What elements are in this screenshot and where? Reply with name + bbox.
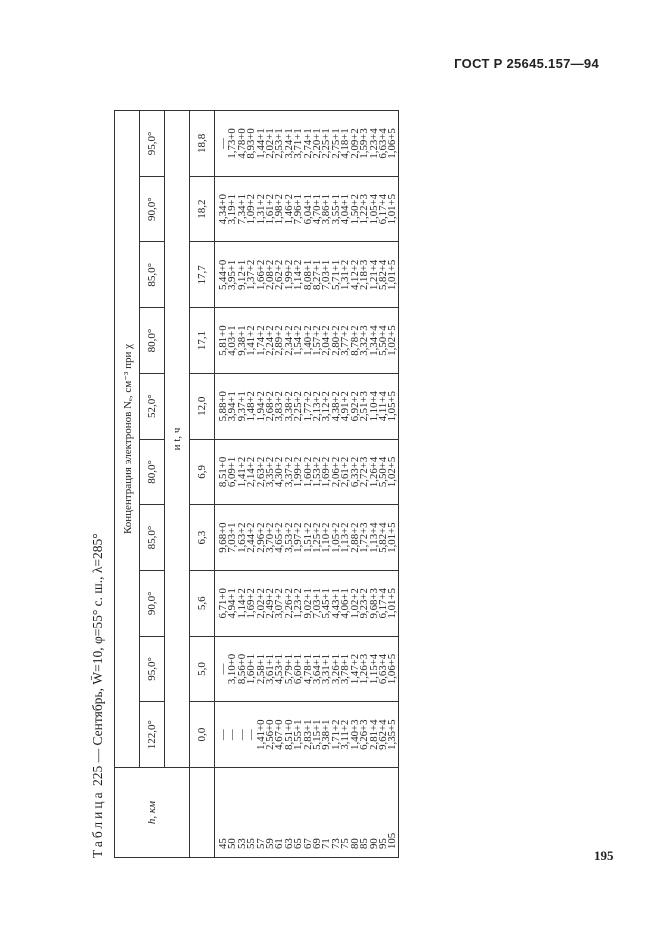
table-cell: 2,06+2 — [329, 456, 342, 488]
value-column — [215, 636, 399, 702]
table-cell: 8,93+0 — [245, 128, 258, 159]
table-cell: 9,23+2 — [358, 588, 371, 619]
table-cell: 2,80+2 — [329, 325, 342, 356]
value-column — [215, 702, 399, 768]
caption-text: 225 — Сентябрь, W̄=10, φ=55° с. ш., λ=285° — [90, 533, 105, 790]
table-cell: 3,12+2 — [320, 391, 333, 422]
table-cell: 9,68+3 — [367, 588, 380, 619]
table-cell: 8,78+2 — [348, 325, 361, 356]
table-cell: — — [226, 729, 239, 741]
table-cell: 9,38+1 — [320, 719, 333, 750]
table-cell: 6,60+1 — [292, 653, 305, 685]
table-cell: 2,08+2 — [264, 259, 277, 291]
table-cell: 1,77+2 — [301, 391, 314, 422]
table-cell: 4,30+2 — [273, 456, 286, 488]
time-cell: 5,6 — [190, 570, 215, 636]
table-cell: — — [217, 729, 229, 741]
table-body-row — [215, 111, 399, 858]
height-value: 45 — [217, 838, 229, 849]
table-cell: 1,23+4 — [367, 128, 380, 159]
table-cell: 1,05+5 — [386, 391, 399, 422]
table-cell: 8,51+0 — [217, 456, 229, 488]
table-cell: 4,12+2 — [348, 259, 361, 291]
table-cell: 4,43+1 — [329, 588, 342, 619]
table-cell: 1,13+4 — [367, 522, 380, 553]
time-cell: 12,0 — [190, 373, 215, 439]
height-value: 69 — [311, 838, 324, 849]
table-cell: 1,15+4 — [367, 653, 380, 685]
chi-cell: 80,0° — [140, 439, 165, 505]
chi-cell: 52,0° — [140, 373, 165, 439]
table-cell: 3,53+2 — [282, 522, 295, 553]
rotated-table-block — [90, 98, 620, 858]
table-cell: 6,04+1 — [301, 193, 314, 225]
chi-cell: 122,0° — [140, 702, 165, 768]
table-cell: 1,10+4 — [367, 391, 380, 422]
table-cell: 3,37+2 — [282, 456, 295, 488]
table-cell: 5,82+4 — [376, 259, 389, 291]
table-cell: 2,34+2 — [282, 325, 295, 356]
table-cell: 1,01+5 — [386, 259, 399, 291]
table-cell: 4,18+1 — [339, 128, 352, 159]
height-value: 105 — [386, 832, 399, 849]
table-cell: 3,24+1 — [282, 128, 295, 159]
table-cell: 1,73+0 — [226, 128, 239, 159]
table-cell: 3,38+2 — [282, 391, 295, 422]
table-cell: 1,47+2 — [348, 653, 361, 685]
table-cell: 8,51+0 — [282, 719, 295, 750]
table-cell: 3,64+1 — [311, 653, 324, 685]
time-cell: 5,0 — [190, 636, 215, 702]
table-cell: 1,66+2 — [254, 259, 267, 291]
table-cell: 1,01+5 — [386, 522, 399, 553]
table-cell: 5,50+4 — [376, 456, 389, 488]
height-value: 65 — [292, 838, 305, 849]
table-cell: 5,82+4 — [376, 522, 389, 553]
table-cell: 4,38+2 — [329, 391, 342, 422]
table-cell: 3,10+0 — [226, 653, 239, 685]
table-cell: 1,26+4 — [367, 456, 380, 488]
table-cell: 4,65+2 — [273, 522, 286, 553]
table-cell: 2,62+2 — [273, 259, 286, 291]
table-cell: 3,78+1 — [339, 653, 352, 685]
table-cell: 4,11+4 — [376, 391, 389, 422]
table-cell: 1,60+2 — [301, 456, 314, 488]
caption-word: Таблица — [90, 789, 105, 858]
table-cell: 3,55+1 — [329, 193, 342, 225]
table-cell: 1,31+2 — [339, 259, 352, 291]
table-cell: 1,63+2 — [235, 522, 248, 553]
table-cell: 8,27+1 — [311, 259, 324, 291]
table-cell: 4,78+0 — [235, 128, 248, 159]
table-cell: 3,61+1 — [264, 653, 277, 685]
time-cell: 18,8 — [190, 111, 215, 177]
table-cell: — — [245, 729, 258, 741]
table-cell: 3,94+1 — [226, 391, 239, 422]
blank-cell — [190, 768, 215, 858]
table-cell: — — [217, 663, 229, 675]
height-value: 67 — [301, 838, 314, 849]
table-cell: 4,78+1 — [301, 653, 314, 685]
page-number: 195 — [594, 848, 614, 863]
table-cell: 1,40+2 — [301, 325, 314, 356]
table-cell: 1,41+0 — [254, 719, 267, 750]
table-cell: 1,46+2 — [282, 193, 295, 225]
table-cell: 1,50+2 — [348, 193, 361, 225]
table-cell: 1,23+2 — [292, 588, 305, 619]
table-cell: 5,15+1 — [311, 719, 324, 750]
table-cell: 2,74+1 — [301, 128, 314, 159]
electron-concentration-table — [114, 110, 399, 858]
concentration-header: Концентрация электронов Nₑ, см⁻³ при χ — [115, 111, 140, 768]
table-cell: 1,57+2 — [311, 325, 324, 356]
table-cell: 9,37+1 — [235, 391, 248, 422]
height-value: 71 — [320, 838, 333, 849]
height-value: 61 — [273, 838, 286, 849]
height-value: 85 — [358, 838, 371, 849]
table-cell: 1,06+5 — [386, 653, 399, 685]
table-cell: 1,54+2 — [292, 325, 305, 356]
table-cell: 3,11+2 — [339, 719, 352, 750]
table-cell: 4,04+1 — [339, 193, 352, 225]
table-cell: 1,69+2 — [245, 588, 258, 619]
table-cell: 2,81+4 — [367, 719, 380, 750]
table-cell: — — [235, 729, 248, 741]
chi-cell: 90,0° — [140, 570, 165, 636]
time-row — [190, 111, 215, 858]
table-cell: 5,71+1 — [329, 259, 342, 291]
table-cell: 3,26+1 — [329, 653, 342, 685]
table-cell: 1,26+3 — [358, 653, 371, 685]
table-cell: 1,21+4 — [367, 259, 380, 291]
table-cell: 3,31+1 — [320, 653, 333, 685]
height-value: 95 — [376, 838, 389, 849]
height-value: 90 — [367, 838, 380, 849]
table-cell: 7,03+1 — [320, 259, 333, 291]
time-cell: 6,9 — [190, 439, 215, 505]
table-cell: 1,97+2 — [292, 522, 305, 553]
chi-cell: 85,0° — [140, 505, 165, 571]
value-column — [215, 176, 399, 242]
table-cell: 4,67+0 — [273, 719, 286, 750]
time-cell: 17,1 — [190, 308, 215, 374]
height-value: 75 — [339, 838, 352, 849]
table-cell: 1,13+2 — [339, 522, 352, 553]
table-cell: 1,06+5 — [386, 128, 399, 159]
table-cell: 5,45+1 — [320, 588, 333, 619]
table-cell: 6,26+3 — [358, 719, 371, 750]
table-cell: 2,58+1 — [254, 653, 267, 685]
table-cell: 1,99+2 — [282, 259, 295, 291]
value-column — [215, 308, 399, 374]
table-cell: 1,71+2 — [329, 719, 342, 750]
table-cell: 1,34+4 — [367, 325, 380, 356]
height-value: 50 — [226, 838, 239, 849]
table-cell: 3,70+2 — [264, 522, 277, 553]
table-cell: 2,51+3 — [358, 391, 371, 422]
table-cell: 4,53+1 — [273, 653, 286, 685]
table-cell: 1,02+2 — [348, 588, 361, 619]
table-cell: 2,72+3 — [358, 456, 371, 488]
table-cell: 2,56+0 — [264, 719, 277, 750]
table-cell: 5,44+0 — [217, 259, 229, 291]
height-value: 73 — [329, 838, 342, 849]
time-cell: 17,7 — [190, 242, 215, 308]
table-cell: 2,02+2 — [254, 588, 267, 619]
table-cell: 7,03+1 — [226, 522, 239, 553]
table-cell: 1,10+2 — [320, 522, 333, 553]
height-value: 55 — [245, 838, 258, 849]
table-cell: 2,88+2 — [348, 522, 361, 553]
table-cell: 2,49+2 — [264, 588, 277, 619]
table-cell: 1,35+5 — [386, 719, 399, 750]
table-cell: 2,14+2 — [245, 456, 258, 488]
time-cell: 6,3 — [190, 505, 215, 571]
table-cell: 2,18+3 — [358, 259, 371, 291]
table-cell: 1,01+5 — [386, 588, 399, 619]
table-cell: 6,63+4 — [376, 128, 389, 159]
table-cell: 6,17+4 — [376, 588, 389, 619]
chi-cell: 95,0° — [140, 111, 165, 177]
table-cell: 5,88+0 — [217, 391, 229, 422]
table-cell: 2,13+2 — [311, 391, 324, 422]
height-value: 57 — [254, 838, 267, 849]
table-cell: 1,44+1 — [254, 128, 267, 159]
chi-cell: 95,0° — [140, 636, 165, 702]
table-cell: 6,17+4 — [376, 193, 389, 225]
table-cell: 2,89+2 — [273, 325, 286, 356]
value-column — [215, 505, 399, 571]
table-cell: 1,31+2 — [254, 193, 267, 225]
table-cell: 5,50+4 — [376, 325, 389, 356]
height-value: 53 — [235, 838, 248, 849]
table-cell: 2,26+2 — [282, 588, 295, 619]
table-cell: 1,98+2 — [273, 193, 286, 225]
value-column — [215, 111, 399, 177]
table-cell: 1,48+2 — [245, 391, 258, 422]
time-cell: 18,2 — [190, 176, 215, 242]
table-cell: 2,75+1 — [329, 128, 342, 159]
time-cell: 0,0 — [190, 702, 215, 768]
table-cell: 7,34+1 — [235, 193, 248, 225]
time-header: и t, ч — [165, 111, 190, 768]
table-cell: 2,25+2 — [292, 391, 305, 422]
height-value: 59 — [264, 838, 277, 849]
table-cell: 3,19+1 — [226, 193, 239, 225]
table-cell: 4,34+0 — [217, 193, 229, 225]
chi-cell: 90,0° — [140, 176, 165, 242]
table-cell: 6,92+2 — [348, 391, 361, 422]
table-cell: 2,09+2 — [348, 128, 361, 159]
table-cell: 2,96+2 — [254, 522, 267, 553]
table-cell: 1,69+2 — [320, 456, 333, 488]
table-cell: 9,02+1 — [301, 588, 314, 619]
table-cell: 1,01+5 — [386, 193, 399, 225]
table-cell: 1,41+2 — [245, 325, 258, 356]
table-cell: 5,81+0 — [217, 325, 229, 356]
table-cell: 1,14+2 — [235, 588, 248, 619]
value-column — [215, 242, 399, 308]
table-cell: 6,33+2 — [348, 456, 361, 488]
table-cell: — — [217, 138, 229, 149]
table-cell: 1,37+2 — [245, 259, 258, 291]
chi-row — [140, 111, 165, 858]
value-column — [215, 439, 399, 505]
table-cell: 4,91+2 — [339, 391, 352, 422]
table-cell: 9,38+1 — [235, 325, 248, 356]
chi-cell: 80,0° — [140, 308, 165, 374]
table-cell: 2,02+1 — [264, 128, 277, 159]
table-cell: 6,09+1 — [226, 456, 239, 488]
table-cell: 3,83+2 — [273, 391, 286, 422]
table-cell: 2,83+1 — [301, 719, 314, 750]
table-cell: 3,35+2 — [264, 456, 277, 488]
table-cell: 1,02+5 — [386, 325, 399, 356]
table-cell: 1,55+1 — [292, 719, 305, 750]
table-cell: 3,95+1 — [226, 259, 239, 291]
table-cell: 2,04+2 — [320, 325, 333, 356]
height-value: 63 — [282, 838, 295, 849]
table-cell: 1,02+5 — [386, 456, 399, 488]
table-cell: 8,56+0 — [235, 653, 248, 685]
h-header: h, км — [115, 768, 190, 858]
table-cell: 8,08+1 — [301, 259, 314, 291]
table-cell: 2,53+1 — [273, 128, 286, 159]
table-cell: 4,94+1 — [226, 588, 239, 619]
table-cell: 1,99+2 — [292, 456, 305, 488]
table-cell: 3,07+2 — [273, 588, 286, 619]
table-cell: 5,79+1 — [282, 653, 295, 685]
table-cell: 7,03+1 — [311, 588, 324, 619]
table-cell: 1,40+3 — [348, 719, 361, 750]
table-cell: 1,05+2 — [329, 522, 342, 553]
table-cell: 9,68+0 — [217, 522, 229, 553]
table-cell: 1,60+1 — [245, 653, 258, 685]
table-cell: 1,53+2 — [311, 456, 324, 488]
table-cell: 7,96+1 — [292, 193, 305, 225]
table-cell: 2,68+2 — [264, 391, 277, 422]
table-cell: 9,12+1 — [235, 259, 248, 291]
table-cell: 3,86+1 — [320, 193, 333, 225]
table-cell: 1,09+2 — [245, 193, 258, 225]
table-cell: 2,61+2 — [339, 456, 352, 488]
table-cell: 2,24+2 — [264, 325, 277, 356]
table-cell: 1,74+2 — [254, 325, 267, 356]
table-cell: 1,41+2 — [235, 456, 248, 488]
table-cell: 1,05+4 — [367, 193, 380, 225]
height-column — [215, 768, 399, 858]
table-cell: 2,44+2 — [245, 522, 258, 553]
table-cell: 9,62+4 — [376, 719, 389, 750]
value-column — [215, 570, 399, 636]
table-cell: 1,25+2 — [311, 522, 324, 553]
table-cell: 1,59+3 — [358, 128, 371, 159]
table-cell: 4,06+1 — [339, 588, 352, 619]
table-cell: 2,20+1 — [311, 128, 324, 159]
table-cell: 4,70+1 — [311, 193, 324, 225]
height-value: 80 — [348, 838, 361, 849]
table-caption — [90, 533, 106, 858]
chi-cell: 85,0° — [140, 242, 165, 308]
table-cell: 2,25+1 — [320, 128, 333, 159]
table-cell: 2,63+2 — [254, 456, 267, 488]
table-cell: 3,77+2 — [339, 325, 352, 356]
table-cell: 1,22+3 — [358, 193, 371, 225]
value-column — [215, 373, 399, 439]
table-cell: 1,72+3 — [358, 522, 371, 553]
table-cell: 1,14+2 — [292, 259, 305, 291]
table-cell: 3,32+3 — [358, 325, 371, 356]
document-header: ГОСТ Р 25645.157—94 — [454, 56, 599, 71]
table-cell: 1,94+2 — [254, 391, 267, 422]
table-cell: 1,61+2 — [264, 193, 277, 225]
table-cell: 6,71+0 — [217, 588, 229, 619]
table-cell: 1,51+2 — [301, 522, 314, 553]
table-cell: 3,71+1 — [292, 128, 305, 159]
table-cell: 6,63+4 — [376, 653, 389, 685]
table-cell: 4,03+1 — [226, 325, 239, 356]
